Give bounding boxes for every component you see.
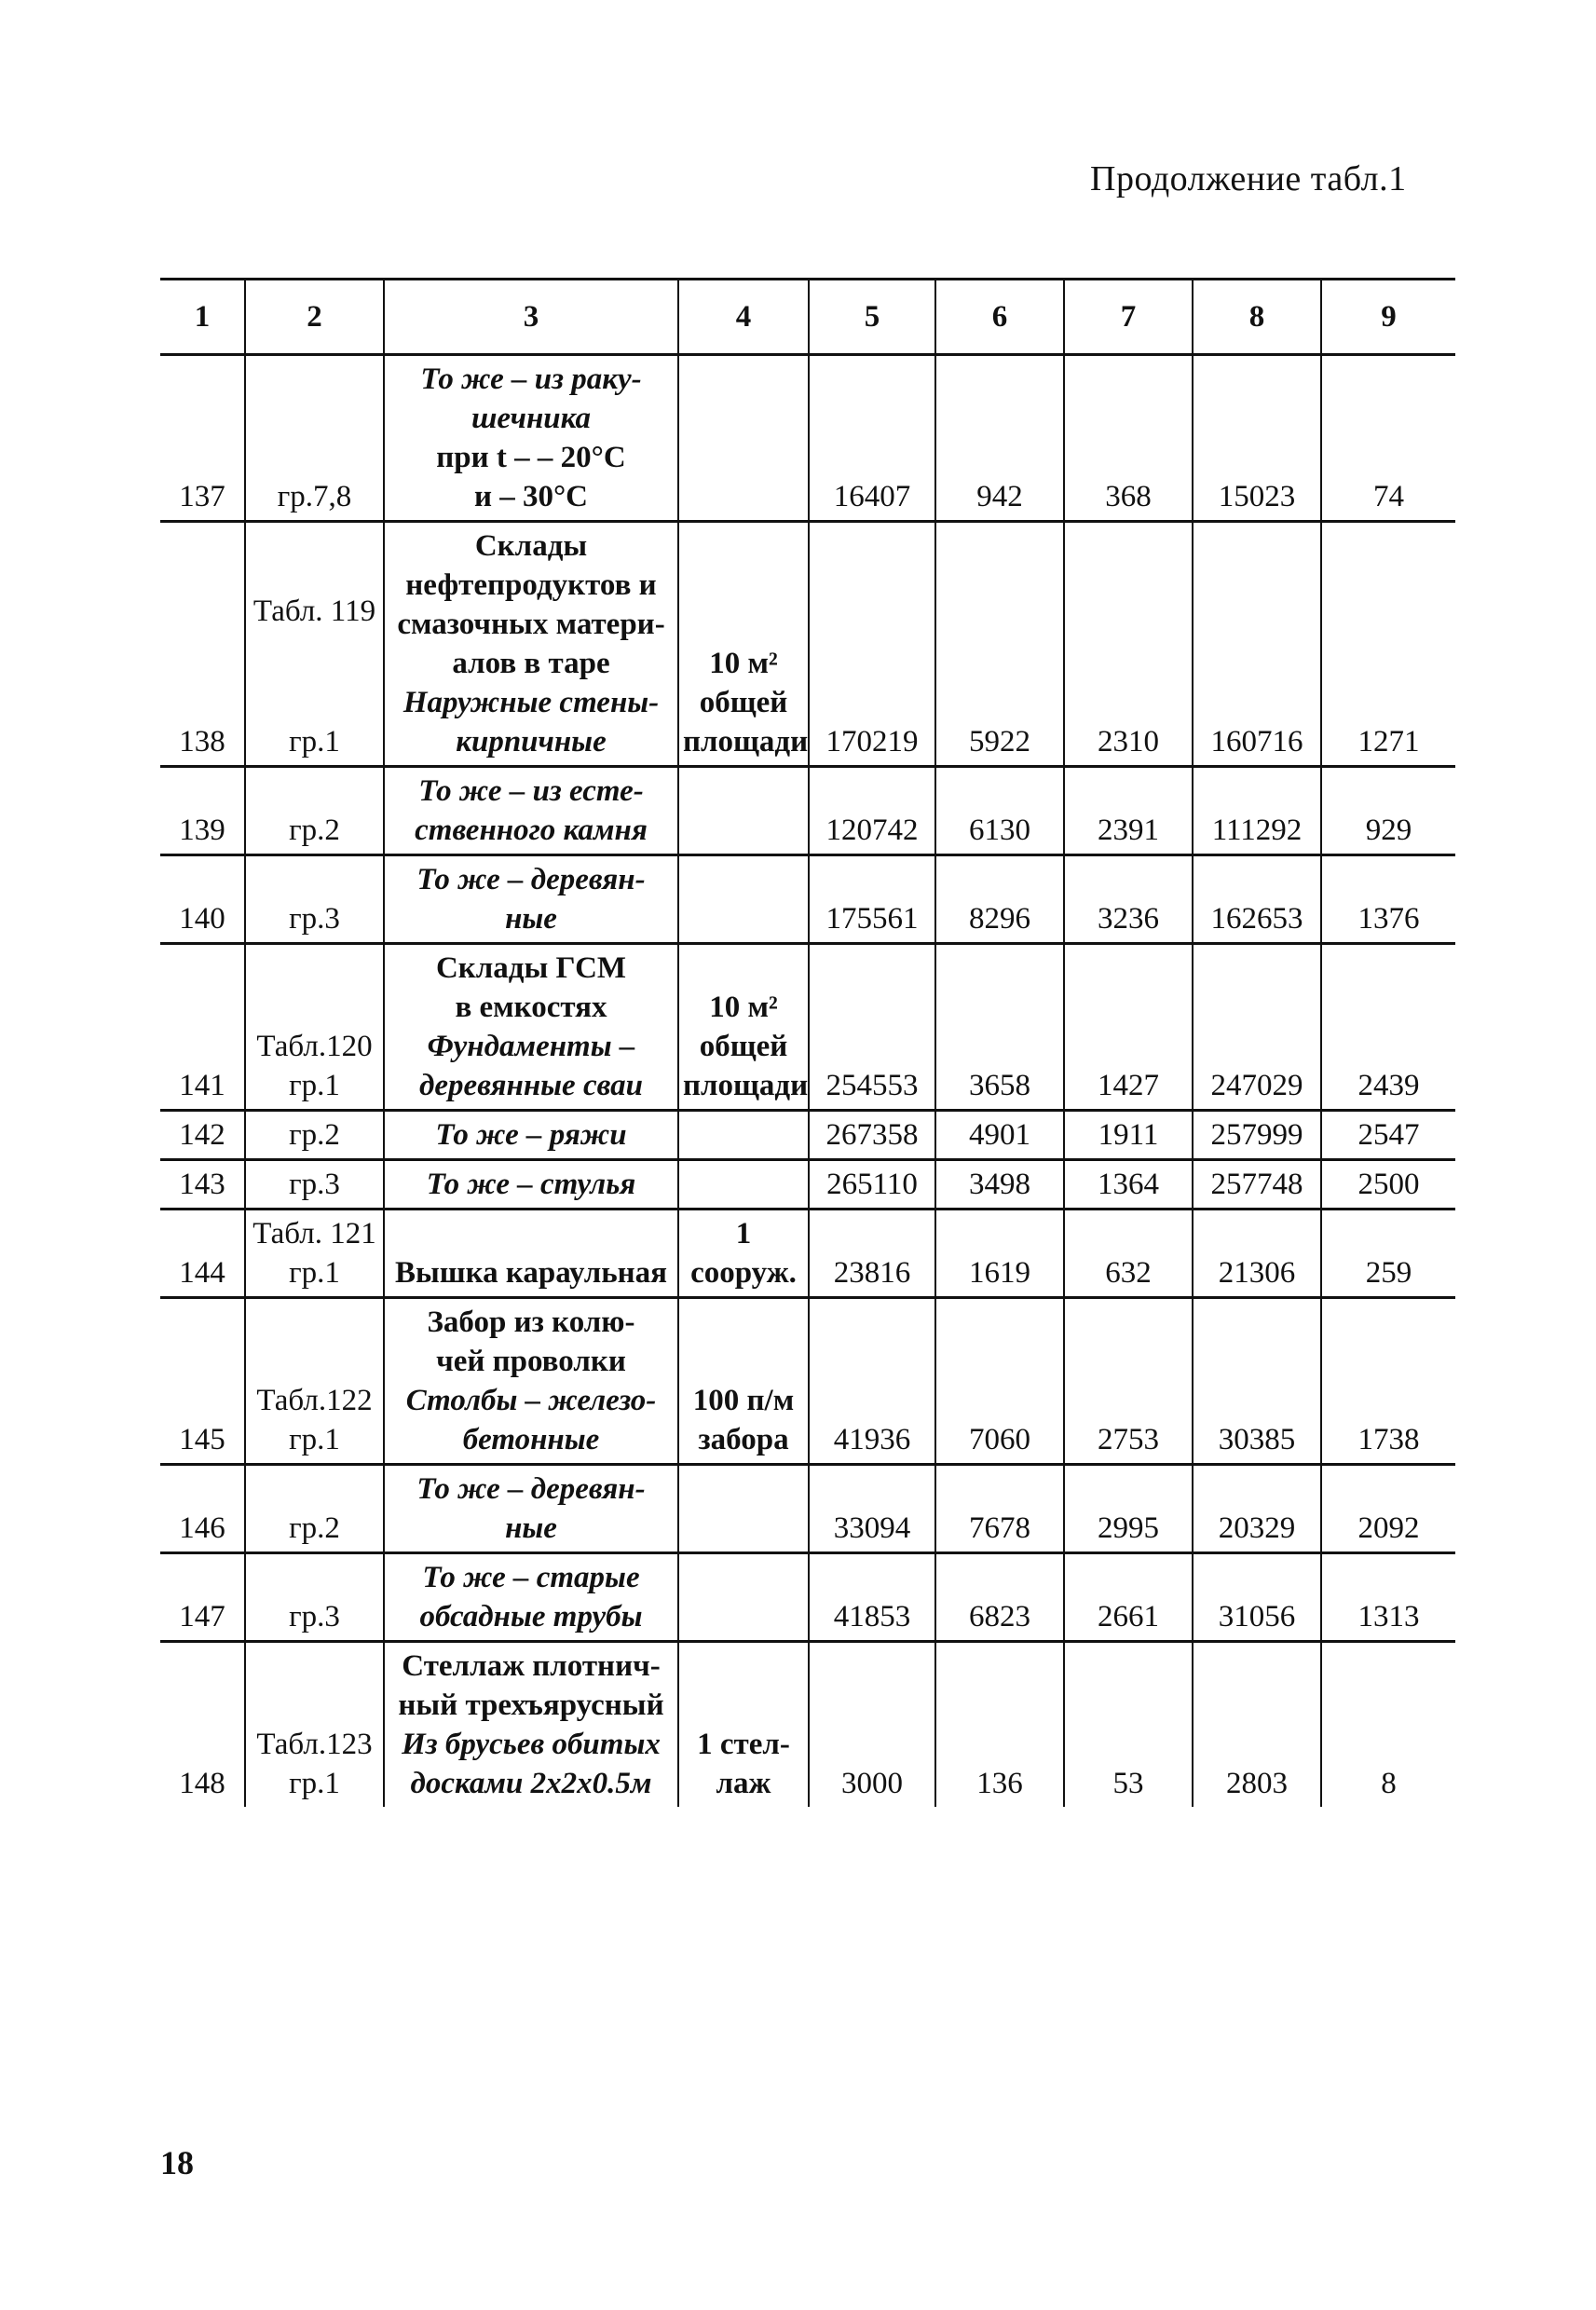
value-cell: 170219: [809, 522, 935, 767]
cell-line: гр.1: [289, 1256, 340, 1290]
description-cell: [384, 1298, 678, 1465]
value-cell: 31056: [1193, 1553, 1321, 1642]
value-cell: 30385: [1193, 1298, 1321, 1465]
row-number-cell: [160, 355, 245, 522]
row-number-cell: [160, 1465, 245, 1553]
value-cell: 23816: [809, 1210, 935, 1298]
cell-line: нефтепродуктов и: [405, 568, 657, 602]
value-cell: 2547: [1321, 1111, 1455, 1160]
column-header: 9: [1321, 280, 1455, 355]
value-cell: 6130: [935, 767, 1064, 855]
unit-cell: [678, 1553, 809, 1642]
value-cell: 3658: [935, 944, 1064, 1111]
reference-cell: [245, 767, 384, 855]
cell-line: Табл.122: [256, 1384, 373, 1417]
value-cell: 53: [1064, 1642, 1193, 1808]
row-number-cell: [160, 522, 245, 767]
column-header: 2: [245, 280, 384, 355]
reference-cell: [245, 944, 384, 1111]
value-cell: 2310: [1064, 522, 1193, 767]
value-cell: 2803: [1193, 1642, 1321, 1808]
cell-line: Вышка караульная: [394, 1256, 668, 1290]
table-row: [160, 1298, 1455, 1465]
value-cell: 4901: [935, 1111, 1064, 1160]
cell-line: То же – из раку-: [420, 362, 642, 396]
value-cell: 2500: [1321, 1160, 1455, 1210]
reference-cell: [245, 1642, 384, 1808]
value-cell: 257999: [1193, 1111, 1321, 1160]
value-cell: 8: [1321, 1642, 1455, 1808]
column-header: 1: [160, 280, 245, 355]
unit-cell: [678, 1160, 809, 1210]
cell-line: 148: [179, 1767, 225, 1800]
value-cell: 16407: [809, 355, 935, 522]
cell-line: Склады: [474, 529, 588, 563]
value-cell: 247029: [1193, 944, 1321, 1111]
value-cell: 257748: [1193, 1160, 1321, 1210]
row-number-cell: [160, 767, 245, 855]
cell-line: 10 м² общей площади: [683, 647, 809, 759]
reference-cell: [245, 1553, 384, 1642]
value-cell: 3498: [935, 1160, 1064, 1210]
cell-line: То же – деревян-: [416, 1472, 646, 1506]
cell-line: 138: [179, 725, 225, 759]
value-cell: 8296: [935, 855, 1064, 944]
unit-cell: [678, 1210, 809, 1298]
reference-cell: [245, 1160, 384, 1210]
table-row: [160, 522, 1455, 767]
column-header: 7: [1064, 280, 1193, 355]
table-caption: Продолжение табл.1: [1090, 159, 1407, 198]
row-number-cell: [160, 1210, 245, 1298]
description-cell: [384, 855, 678, 944]
cell-line: гр.7,8: [277, 480, 352, 513]
cell-line: 141: [179, 1069, 225, 1102]
value-cell: 3236: [1064, 855, 1193, 944]
value-cell: 3000: [809, 1642, 935, 1808]
cell-line: чей проволки: [436, 1345, 626, 1378]
value-cell: 2391: [1064, 767, 1193, 855]
cell-line: ные: [505, 902, 557, 936]
table-row: [160, 1210, 1455, 1298]
value-cell: 1427: [1064, 944, 1193, 1111]
value-cell: 1271: [1321, 522, 1455, 767]
value-cell: 259: [1321, 1210, 1455, 1298]
value-cell: 2753: [1064, 1298, 1193, 1465]
unit-cell: [678, 767, 809, 855]
row-number-cell: [160, 855, 245, 944]
table-row: [160, 1642, 1455, 1808]
cell-line: ственного камня: [415, 813, 648, 847]
cell-line: 10 м² общей площади: [683, 991, 809, 1102]
row-number-cell: [160, 1642, 245, 1808]
header-row: [160, 280, 1455, 355]
value-cell: 111292: [1193, 767, 1321, 855]
value-cell: 2661: [1064, 1553, 1193, 1642]
value-cell: 1911: [1064, 1111, 1193, 1160]
column-header: 4: [678, 280, 809, 355]
cell-line: алов в таре: [452, 647, 610, 680]
table-row: [160, 1160, 1455, 1210]
data-table: [160, 278, 1455, 1807]
row-number-cell: [160, 1553, 245, 1642]
cell-line: гр.2: [289, 1118, 340, 1152]
row-number-cell: [160, 1111, 245, 1160]
cell-line: шечника: [471, 402, 592, 435]
cell-line: в емкостях: [455, 991, 607, 1024]
column-header: 3: [384, 280, 678, 355]
cell-line: 144: [179, 1256, 225, 1290]
value-cell: 160716: [1193, 522, 1321, 767]
cell-line: гр.2: [289, 813, 340, 847]
value-cell: 1376: [1321, 855, 1455, 944]
table-row: [160, 1553, 1455, 1642]
cell-line: Фундаменты –: [427, 1030, 635, 1063]
cell-line: 146: [179, 1511, 225, 1545]
value-cell: 7678: [935, 1465, 1064, 1553]
cell-line: 1 сооруж.: [690, 1217, 797, 1290]
value-cell: 632: [1064, 1210, 1193, 1298]
cell-line: гр.3: [289, 1600, 340, 1633]
cell-line: гр.3: [289, 902, 340, 936]
reference-cell: [245, 1298, 384, 1465]
reference-cell: [245, 1111, 384, 1160]
table-row: [160, 1465, 1455, 1553]
table-row: [160, 944, 1455, 1111]
unit-cell: [678, 1298, 809, 1465]
reference-cell: [245, 355, 384, 522]
description-cell: [384, 1642, 678, 1808]
value-cell: 2439: [1321, 944, 1455, 1111]
cell-line: Наружные стены-: [402, 686, 660, 719]
cell-line: ный трехъярусный: [398, 1688, 664, 1722]
cell-line: гр.2: [289, 1511, 340, 1545]
value-cell: 6823: [935, 1553, 1064, 1642]
value-cell: 175561: [809, 855, 935, 944]
table-row: [160, 355, 1455, 522]
description-cell: [384, 944, 678, 1111]
cell-line: Столбы – железо-: [405, 1384, 657, 1417]
value-cell: 20329: [1193, 1465, 1321, 1553]
cell-line: ные: [505, 1511, 557, 1545]
cell-line: 147: [179, 1600, 225, 1633]
value-cell: 254553: [809, 944, 935, 1111]
column-header: 8: [1193, 280, 1321, 355]
column-header: 6: [935, 280, 1064, 355]
value-cell: 942: [935, 355, 1064, 522]
reference-cell: [245, 1210, 384, 1298]
cell-line: То же – старые: [422, 1561, 640, 1594]
cell-line: 142: [179, 1118, 225, 1152]
cell-line: То же – деревян-: [416, 863, 646, 896]
value-cell: 2995: [1064, 1465, 1193, 1553]
unit-cell: [678, 1111, 809, 1160]
value-cell: 74: [1321, 355, 1455, 522]
value-cell: 33094: [809, 1465, 935, 1553]
cell-line: гр.1: [289, 1069, 340, 1102]
reference-cell: [245, 1465, 384, 1553]
value-cell: 1364: [1064, 1160, 1193, 1210]
value-cell: 15023: [1193, 355, 1321, 522]
value-cell: 267358: [809, 1111, 935, 1160]
cell-line: гр.1: [289, 1423, 340, 1456]
value-cell: 1738: [1321, 1298, 1455, 1465]
page-number: 18: [160, 2144, 194, 2181]
value-cell: 1619: [935, 1210, 1064, 1298]
unit-cell: [678, 1642, 809, 1808]
unit-cell: [678, 1465, 809, 1553]
unit-cell: [678, 855, 809, 944]
cell-line: Из брусьев обитых: [402, 1728, 661, 1761]
value-cell: 5922: [935, 522, 1064, 767]
reference-cell: [245, 522, 384, 767]
description-cell: [384, 522, 678, 767]
unit-cell: [678, 944, 809, 1111]
table-row: [160, 767, 1455, 855]
cell-line: гр.3: [289, 1168, 340, 1201]
value-cell: 41853: [809, 1553, 935, 1642]
value-cell: 929: [1321, 767, 1455, 855]
description-cell: [384, 1111, 678, 1160]
value-cell: 265110: [809, 1160, 935, 1210]
value-cell: 7060: [935, 1298, 1064, 1465]
table-body: [160, 355, 1455, 1808]
cell-line: гр.1: [289, 725, 340, 759]
value-cell: 1313: [1321, 1553, 1455, 1642]
cell-line: и – 30°С: [473, 480, 589, 513]
description-cell: [384, 1465, 678, 1553]
value-cell: 136: [935, 1642, 1064, 1808]
cell-line: смазочных матери-: [397, 608, 665, 641]
description-cell: [384, 355, 678, 522]
cell-line: 100 п/м забора: [692, 1384, 795, 1456]
cell-line: Стеллаж плотнич-: [402, 1649, 661, 1683]
column-header: 5: [809, 280, 935, 355]
table-row: [160, 1111, 1455, 1160]
row-number-cell: [160, 944, 245, 1111]
cell-line: Табл. 121: [252, 1217, 376, 1251]
value-cell: 368: [1064, 355, 1193, 522]
cell-line: гр.1: [289, 1767, 340, 1800]
cell-line: То же – из есте-: [418, 774, 644, 808]
table-row: [160, 855, 1455, 944]
cell-line: Табл. 119: [252, 595, 376, 628]
cell-line: 139: [179, 813, 225, 847]
cell-line: 140: [179, 902, 225, 936]
cell-line: досками 2х2х0.5м: [410, 1767, 652, 1800]
cell-line: 1 стел- лаж: [697, 1728, 790, 1800]
description-cell: [384, 1553, 678, 1642]
reference-cell: [245, 855, 384, 944]
cell-line: деревянные сваи: [419, 1069, 643, 1102]
cell-line: при t – – 20°С: [436, 441, 626, 474]
description-cell: [384, 1160, 678, 1210]
value-cell: 21306: [1193, 1210, 1321, 1298]
cell-line: 145: [179, 1423, 225, 1456]
cell-line: бетонные: [462, 1423, 600, 1456]
value-cell: 2092: [1321, 1465, 1455, 1553]
value-cell: 120742: [809, 767, 935, 855]
cell-line: То же – ряжи: [435, 1118, 627, 1152]
value-cell: 162653: [1193, 855, 1321, 944]
value-cell: 41936: [809, 1298, 935, 1465]
description-cell: [384, 1210, 678, 1298]
description-cell: [384, 767, 678, 855]
cell-line: Табл.123: [256, 1728, 373, 1761]
unit-cell: [678, 355, 809, 522]
cell-line: То же – стулья: [426, 1168, 636, 1201]
cell-line: обсадные трубы: [419, 1600, 643, 1633]
cell-line: 137: [179, 480, 225, 513]
cell-line: Склады ГСМ: [435, 951, 627, 985]
cell-line: Забор из колю-: [427, 1305, 635, 1339]
unit-cell: [678, 522, 809, 767]
row-number-cell: [160, 1298, 245, 1465]
cell-line: кирпичные: [456, 725, 607, 759]
row-number-cell: [160, 1160, 245, 1210]
cell-line: Табл.120: [256, 1030, 373, 1063]
cell-line: 143: [179, 1168, 225, 1201]
